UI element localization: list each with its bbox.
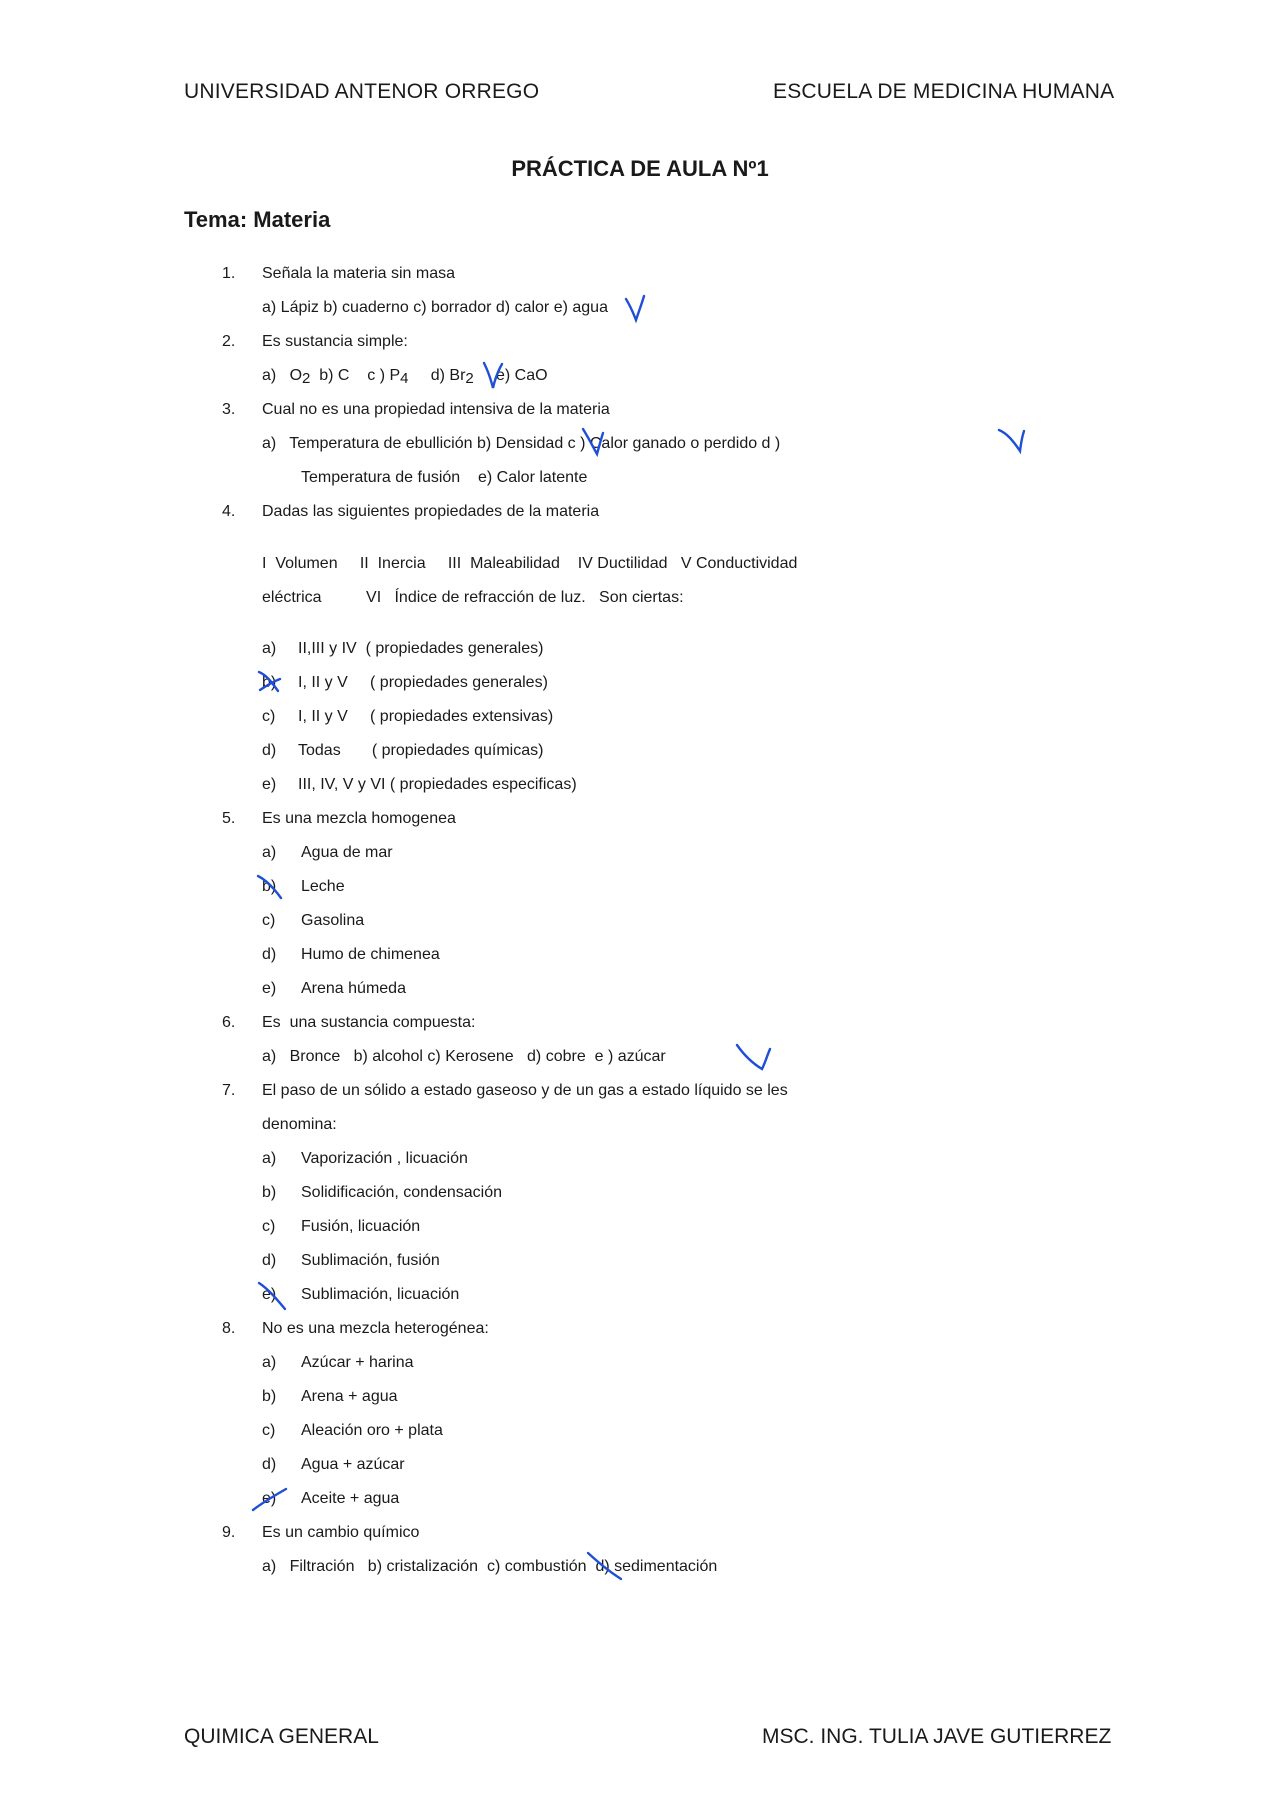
subscript: 2	[302, 370, 311, 387]
page-title: PRÁCTICA DE AULA Nº1	[511, 156, 769, 181]
option-letter: e)	[262, 776, 277, 793]
option-letter: b)	[262, 878, 277, 895]
option-text: Vaporización , licuación	[301, 1150, 468, 1167]
question-number: 2.	[222, 333, 236, 350]
option-letter: c)	[262, 1422, 276, 1439]
question-text: Es un cambio químico	[262, 1524, 420, 1541]
option-text: Solidificación, condensación	[301, 1184, 503, 1201]
option-letter: d)	[262, 1252, 277, 1269]
footer-author: MSC. ING. TULIA JAVE GUTIERREZ	[762, 1725, 1112, 1748]
option-letter: d)	[262, 946, 277, 963]
subscript: 2	[465, 370, 474, 387]
properties-line: eléctrica VI Índice de refracción de luz. Son ciertas:	[262, 589, 684, 606]
question-text: Es una sustancia compuesta:	[262, 1014, 476, 1031]
question-number: 8.	[222, 1320, 236, 1337]
subscript: 4	[400, 370, 409, 387]
option-letter: a)	[262, 640, 277, 657]
option-text: I, II y V ( propiedades generales)	[298, 674, 548, 691]
option-text: Agua + azúcar	[301, 1456, 405, 1473]
answer-checkmark-icon	[996, 425, 1026, 455]
option-text: Aleación oro + plata	[301, 1422, 443, 1439]
question-text: Es sustancia simple:	[262, 333, 408, 350]
option-text: Agua de mar	[301, 844, 393, 861]
option-letter: b)	[262, 674, 277, 691]
option-text: I, II y V ( propiedades extensivas)	[298, 708, 554, 725]
options-inline: a) Temperatura de ebullición b) Densidad c ) Calor ganado o perdido d )	[262, 435, 781, 452]
option-text: Humo de chimenea	[301, 946, 440, 963]
answer-checkmark-icon	[734, 1041, 774, 1075]
question-number: 6.	[222, 1014, 236, 1031]
option-text: Aceite + agua	[301, 1490, 400, 1507]
option-letter: b)	[262, 1388, 277, 1405]
option-letter: e)	[262, 1490, 277, 1507]
option-letter: e)	[262, 1286, 277, 1303]
question-text: denomina:	[262, 1116, 337, 1133]
option-letter: c)	[262, 1218, 276, 1235]
option-letter: b)	[262, 1184, 277, 1201]
option-text: II,III y IV ( propiedades generales)	[298, 640, 544, 657]
header-university: UNIVERSIDAD ANTENOR ORREGO	[184, 80, 540, 103]
option-letter: e)	[262, 980, 277, 997]
header-school: ESCUELA DE MEDICINA HUMANA	[773, 80, 1115, 103]
option-letter: d)	[262, 1456, 277, 1473]
option-text: III, IV, V y VI ( propiedades especificas)	[298, 776, 577, 793]
options-inline: a) Filtración b) cristalización c) combustión d) sedimentación	[262, 1558, 718, 1575]
option-text: Todas ( propiedades químicas)	[298, 742, 544, 759]
question-number: 7.	[222, 1082, 236, 1099]
topic: Tema: Materia	[184, 207, 331, 232]
option-e: e) CaO	[473, 367, 548, 384]
question-number: 4.	[222, 503, 236, 520]
question-number: 1.	[222, 265, 236, 282]
option-text: Sublimación, fusión	[301, 1252, 440, 1269]
answer-checkmark-icon	[623, 293, 647, 323]
option-text: Gasolina	[301, 912, 365, 929]
question-number: 3.	[222, 401, 236, 418]
options-inline	[262, 359, 548, 396]
option-letter: a)	[262, 1150, 277, 1167]
options-inline: a) Bronce b) alcohol c) Kerosene d) cobre e ) azúcar	[262, 1048, 666, 1065]
options-inline: Temperatura de fusión e) Calor latente	[301, 469, 588, 486]
question-text: Es una mezcla homogenea	[262, 810, 456, 827]
option-letter: d)	[262, 742, 277, 759]
option-text: Leche	[301, 878, 345, 895]
option-letter: c)	[262, 708, 276, 725]
footer-course: QUIMICA GENERAL	[184, 1725, 379, 1748]
option-text: Azúcar + harina	[301, 1354, 414, 1371]
option-letter: c)	[262, 912, 276, 929]
option-d: d) Br	[408, 367, 466, 384]
question-number: 5.	[222, 810, 236, 827]
question-text: No es una mezcla heterogénea:	[262, 1320, 489, 1337]
option-letter: a)	[262, 1354, 277, 1371]
option-a: a) O	[262, 367, 303, 384]
option-letter: a)	[262, 844, 277, 861]
question-text: Dadas las siguientes propiedades de la materia	[262, 503, 600, 520]
question-text: Cual no es una propiedad intensiva de la materia	[262, 401, 610, 418]
properties-line: I Volumen II Inercia III Maleabilidad IV Ductilidad V Conductividad	[262, 555, 798, 572]
question-number: 9.	[222, 1524, 236, 1541]
option-text: Arena + agua	[301, 1388, 398, 1405]
options-inline: a) Lápiz b) cuaderno c) borrador d) calor e) agua	[262, 299, 608, 316]
question-text: El paso de un sólido a estado gaseoso y de un gas a estado líquido se les	[262, 1082, 788, 1099]
option-text: Fusión, licuación	[301, 1218, 421, 1235]
option-b-c: b) C c ) P	[310, 367, 401, 384]
option-text: Arena húmeda	[301, 980, 406, 997]
option-text: Sublimación, licuación	[301, 1286, 460, 1303]
question-text: Señala la materia sin masa	[262, 265, 455, 282]
